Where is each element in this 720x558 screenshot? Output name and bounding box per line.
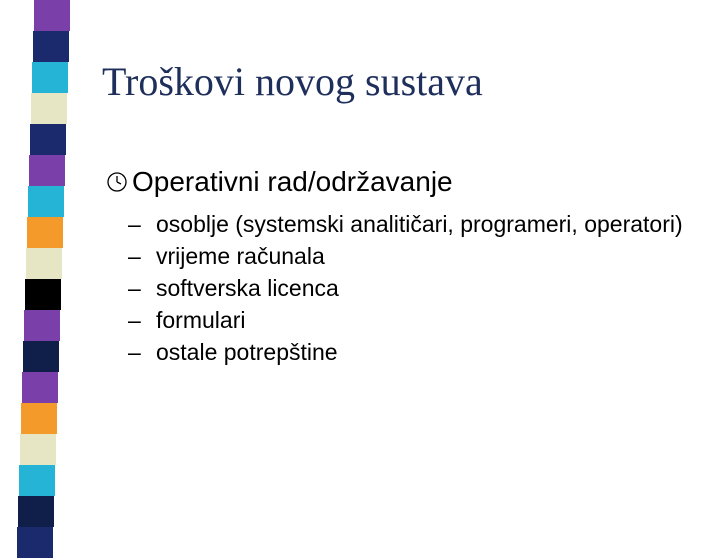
stripe-block (31, 93, 67, 124)
stripe-block (24, 310, 60, 341)
decorative-stripe (0, 0, 70, 540)
stripe-block (20, 434, 56, 465)
list-item (128, 304, 698, 336)
stripe-block (18, 496, 54, 527)
list-item-text: osoblje (systemski analitičari, programeri, operatori) (156, 211, 683, 237)
dash-marker: – (128, 243, 141, 269)
main-bullet (106, 160, 566, 204)
stripe-block (21, 403, 57, 434)
list-item-text: formulari (156, 307, 246, 333)
main-bullet-text: Operativni rad/održavanje (132, 166, 453, 197)
stripe-block (17, 527, 53, 558)
list-item-text: softverska licenca (156, 275, 339, 301)
list-item (128, 208, 698, 240)
dash-marker: – (128, 307, 141, 333)
stripe-block (28, 186, 64, 217)
stripe-block (19, 465, 55, 496)
stripe-block (29, 155, 65, 186)
dash-marker: – (128, 211, 141, 237)
list-item (128, 272, 698, 304)
stripe-block (22, 372, 58, 403)
stripe-block (34, 0, 70, 31)
stripe-block (26, 248, 62, 279)
list-item (128, 336, 698, 368)
slide-title: Troškovi novog sustava (102, 59, 483, 104)
list-item-text: ostale potrepštine (156, 339, 338, 365)
dash-marker: – (128, 275, 141, 301)
stripe-block (23, 341, 59, 372)
sub-bullet-list (128, 208, 698, 368)
dash-marker: – (128, 339, 141, 365)
stripe-block (33, 31, 69, 62)
stripe-block (27, 217, 63, 248)
list-item-text: vrijeme računala (156, 243, 325, 269)
stripe-block (25, 279, 61, 310)
clock-icon (106, 171, 128, 193)
stripe-block (32, 62, 68, 93)
stripe-block (30, 124, 66, 155)
list-item (128, 240, 698, 272)
